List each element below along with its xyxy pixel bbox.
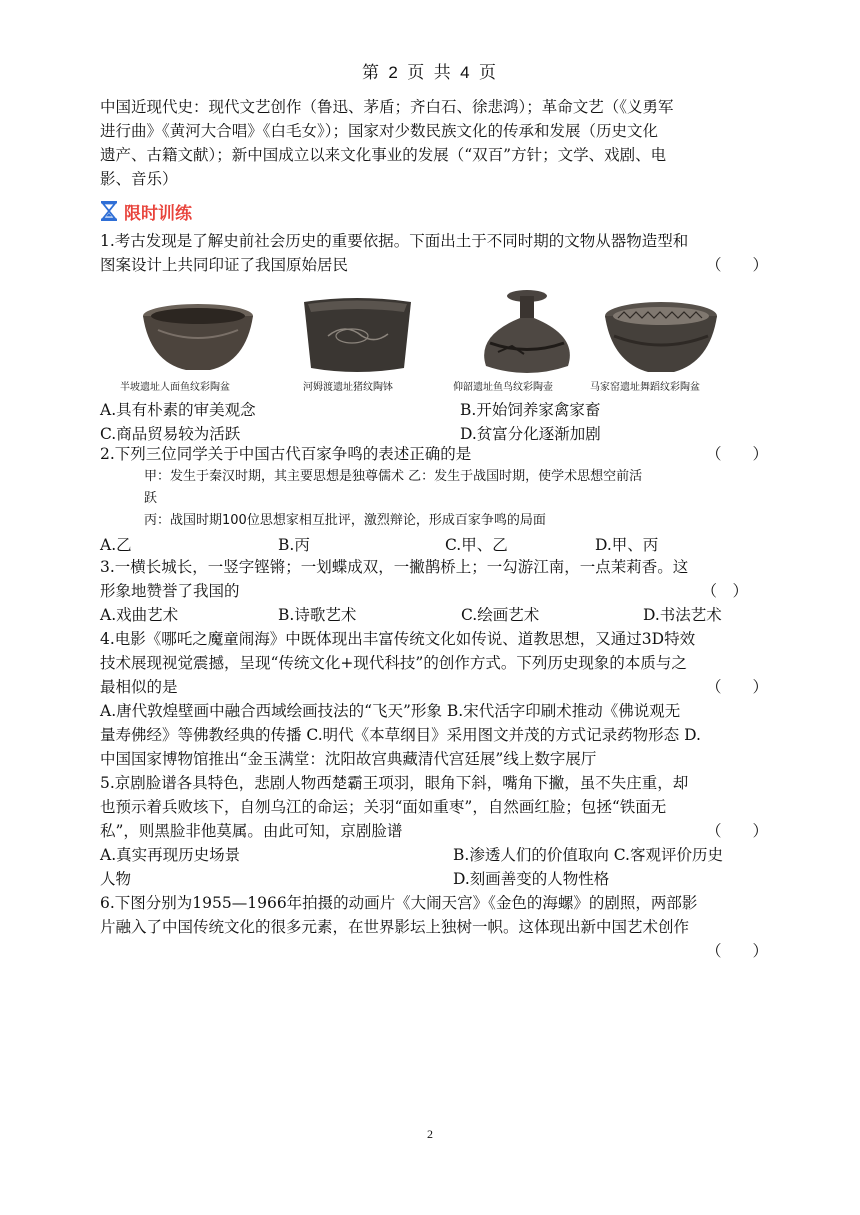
- question-stem-line: 也预示着兵败垓下，自刎乌江的命运；关羽“面如重枣”，自然画红脸；包拯“铁面无: [100, 798, 667, 816]
- banpo-bowl-image: [138, 300, 258, 378]
- option-c[interactable]: C.商品贸易较为活跃: [100, 425, 241, 443]
- question-stem-line: 6.下图分别为1955—1966年拍摄的动画片《大闹天宫》《金色的海螺》的剧照，两部影: [100, 894, 698, 912]
- hemudu-bowl-image: [300, 292, 415, 378]
- question-stem-line: 片融入了中国传统文化的很多元素，在世界影坛上独树一帜。这体现出新中国艺术创作: [100, 918, 690, 936]
- artifact-caption: 马家窑遗址舞蹈纹彩陶盆: [590, 382, 700, 393]
- option-b-c[interactable]: B.渗透人们的价值取向 C.客观评价历史: [453, 846, 723, 864]
- intro-line: 影、音乐）: [100, 170, 178, 188]
- question-stem-line: 形象地赞誉了我国的: [100, 582, 240, 600]
- answer-bracket: （ ）: [705, 678, 768, 696]
- question-1: [100, 229, 768, 277]
- answer-bracket: （ ）: [705, 822, 768, 840]
- total-page-number: 4: [460, 63, 472, 82]
- question-5: [100, 771, 768, 891]
- option-a[interactable]: A.戏曲艺术: [100, 606, 179, 624]
- majiayao-basin-image: [602, 298, 720, 378]
- answer-bracket: （ ）: [701, 582, 748, 600]
- option-d[interactable]: D.刻画善变的人物性格: [453, 870, 610, 888]
- option-c-continued: 人物: [100, 870, 132, 888]
- option-d[interactable]: D.甲、丙: [595, 536, 659, 554]
- question-stem-line: 2.下列三位同学关于中国古代百家争鸣的表述正确的是: [100, 445, 472, 463]
- option-d[interactable]: D.贫富分化逐渐加剧: [460, 425, 601, 443]
- question-2-options: [100, 533, 768, 557]
- artifact-caption: 半坡遗址人面鱼纹彩陶盆: [120, 382, 230, 393]
- artifact-caption: 河姆渡遗址猪纹陶钵: [303, 382, 393, 393]
- yangshao-pot-image: [472, 288, 582, 380]
- option-b[interactable]: B.诗歌艺术: [278, 606, 357, 624]
- intro-line: 中国近现代史：现代文艺创作（鲁迅、茅盾；齐白石、徐悲鸿）；革命文艺（《义勇军: [100, 98, 674, 116]
- option-a[interactable]: A.具有朴素的审美观念: [100, 401, 256, 419]
- options-line: A.唐代敦煌壁画中融合西域绘画技法的“飞天”形象 B.宋代活字印刷术推动《佛说观无: [100, 702, 681, 720]
- option-a[interactable]: A.乙: [100, 536, 132, 554]
- option-c[interactable]: C.绘画艺术: [461, 606, 540, 624]
- question-stem-line: 私”，则黑脸非他莫属。由此可知，京剧脸谱: [100, 822, 403, 840]
- answer-bracket: （ ）: [705, 256, 768, 274]
- question-stem-line: 4.电影《哪吒之魔童闹海》中既体现出丰富传统文化如传说、道教思想，又通过3D特效: [100, 630, 696, 648]
- question-stem-line: 图案设计上共同印证了我国原始居民: [100, 256, 349, 274]
- question-stem-line: 3.一横长城长，一竖字铿锵；一划蝶成双，一撇鹊桥上；一勾游江南，一点茉莉香。这: [100, 558, 689, 576]
- page-header: [0, 58, 860, 83]
- hourglass-icon: [100, 200, 118, 222]
- intro-line: 遗产、古籍文献）；新中国成立以来文化事业的发展（“双百”方针；文学、戏剧、电: [100, 146, 667, 164]
- question-3: [100, 555, 768, 627]
- artifact-caption: 仰韶遗址鱼鸟纹彩陶壶: [453, 382, 553, 393]
- answer-bracket: （ ）: [705, 445, 768, 463]
- option-a[interactable]: A.真实再现历史场景: [100, 846, 241, 864]
- current-page-number: 2: [388, 63, 400, 82]
- page-footer-number: 2: [427, 1127, 433, 1141]
- question-stem-line: 技术展现视觉震撼，呈现“传统文化+现代科技”的创作方式。下列历史现象的本质与之: [100, 654, 687, 672]
- header-mid: 页 共: [407, 63, 453, 83]
- artifact-image-row: [120, 288, 720, 398]
- header-suffix: 页: [478, 63, 498, 83]
- option-b[interactable]: B.开始饲养家禽家畜: [460, 401, 601, 419]
- option-b[interactable]: B.丙: [278, 536, 310, 554]
- option-c[interactable]: C.甲、乙: [445, 536, 508, 554]
- options-line: 中国国家博物馆推出“金玉满堂：沈阳故宫典藏清代宫廷展”线上数字展厅: [100, 750, 597, 768]
- intro-paragraph: [100, 95, 768, 191]
- question-stem-line: 5.京剧脸谱各具特色，悲剧人物西楚霸王项羽，眼角下斜，嘴角下撇，虽不失庄重，却: [100, 774, 689, 792]
- question-4: [100, 627, 768, 771]
- question-2: [100, 442, 768, 466]
- header-prefix: 第: [362, 63, 382, 83]
- question-1-options: [100, 398, 768, 446]
- statement-line: 丙：战国时期100位思想家相互批评，激烈辩论，形成百家争鸣的局面: [144, 513, 546, 528]
- statement-line: 跃: [144, 491, 158, 506]
- answer-bracket: （ ）: [705, 942, 768, 960]
- section-title: [100, 198, 192, 224]
- option-d[interactable]: D.书法艺术: [643, 606, 722, 624]
- options-line: 量寿佛经》等佛教经典的传播 C.明代《本草纲目》采用图文并茂的方式记录药物形态 D.: [100, 726, 701, 744]
- question-stem-line: 1.考古发现是了解史前社会历史的重要依据。下面出土于不同时期的文物从器物造型和: [100, 232, 689, 250]
- question-2-statements: [100, 466, 768, 532]
- intro-line: 进行曲》《黄河大合唱》《白毛女》）；国家对少数民族文化的传承和发展（历史文化: [100, 122, 659, 140]
- question-stem-line: 最相似的是: [100, 678, 178, 696]
- question-6: [100, 891, 768, 963]
- section-title-text: 限时训练: [124, 203, 192, 224]
- statement-line: 甲：发生于秦汉时期，其主要思想是独尊儒术 乙：发生于战国时期，使学术思想空前活: [144, 469, 643, 484]
